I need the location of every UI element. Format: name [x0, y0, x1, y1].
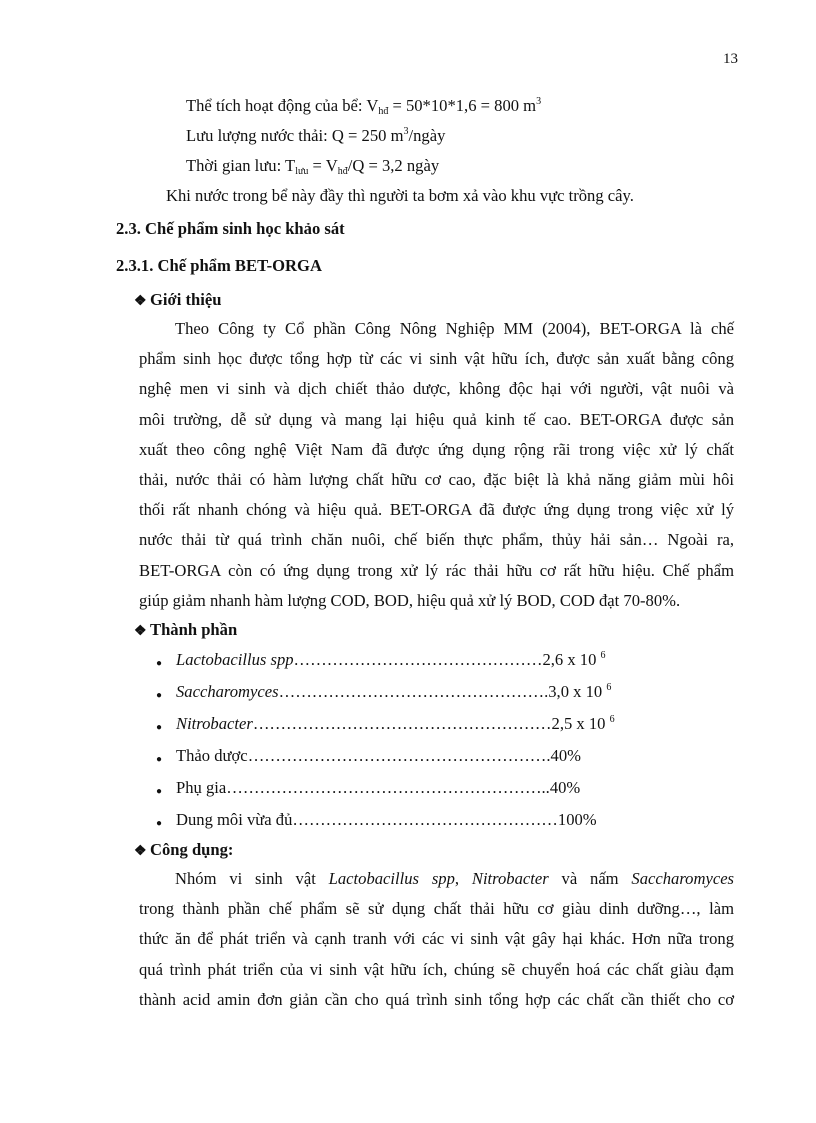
- bullet-icon: ●: [156, 786, 163, 797]
- volume-subscript: hđ: [378, 106, 389, 117]
- flow-unit: /ngày: [408, 126, 446, 145]
- heading-2-3: 2.3. Chế phẩm sinh học khảo sát: [116, 219, 345, 238]
- subheading-intro-label: Giới thiệu: [150, 290, 222, 309]
- usage-line: thức ăn để phát triển và cạnh tranh với các vi sinh vật gây hại khác. Hơn nữa trong: [139, 929, 734, 949]
- subheading-usage-label: Công dụng:: [150, 840, 234, 859]
- list-item: [176, 714, 615, 734]
- retention-mid: = V: [308, 156, 338, 175]
- subheading-composition-label: Thành phần: [150, 620, 238, 639]
- component-exponent: 6: [609, 714, 615, 725]
- bullet-icon: ●: [156, 818, 163, 829]
- component-name: Dung môi vừa đủ: [176, 810, 293, 829]
- component-value: 2,5 x 10: [551, 714, 610, 733]
- intro-line: giúp giảm nhanh hàm lượng COD, BOD, hiệu quả xử lý BOD, COD đạt 70-80%.: [139, 590, 681, 610]
- component-value: 100%: [557, 810, 597, 829]
- dot-leader: …………………………………………: [292, 810, 558, 829]
- list-item: [176, 810, 597, 830]
- usage-term: Saccharomyces: [631, 869, 735, 888]
- retention-label: Thời gian lưu: T: [186, 156, 296, 175]
- diamond-icon: ❖: [134, 844, 147, 859]
- list-item: [176, 778, 580, 798]
- usage-line: quá trình phát triển của vi sinh vật hữu ích, chúng sẽ chuyển hoá các chất giàu đạm: [139, 959, 734, 979]
- dot-leader: …………………………………………………..: [226, 778, 550, 797]
- intro-line: xuất theo công nghệ Việt Nam đã được ứng dụng rộng rãi trong việc xử lý chất: [139, 439, 734, 459]
- intro-line: môi trường, dễ sử dụng và mang lại hiệu quả kinh tế cao. BET-ORGA được sản: [139, 409, 734, 429]
- usage-text: và nấm: [548, 869, 632, 888]
- bullet-icon: ●: [156, 722, 163, 733]
- bullet-icon: ●: [156, 690, 163, 701]
- subheading-usage: [134, 840, 233, 862]
- bullet-icon: ●: [156, 754, 163, 765]
- intro-line: phẩm sinh học được tổng hợp từ các vi sinh vật hữu ích, được sản xuất bằng công: [139, 349, 734, 369]
- component-value: 2,6 x 10: [542, 650, 601, 669]
- component-name: Thảo dược: [176, 746, 248, 765]
- flow-superscript: 3: [403, 126, 409, 137]
- flow-label: Lưu lượng nước thải: Q = 250 m: [186, 126, 404, 145]
- usage-text: Nhóm vi sinh vật: [175, 869, 329, 888]
- volume-formula: [186, 96, 541, 116]
- retention-value: /Q = 3,2 ngày: [347, 156, 440, 175]
- component-name: Lactobacillus spp: [176, 650, 294, 669]
- bullet-icon: ●: [156, 658, 163, 669]
- list-item: [176, 682, 611, 702]
- intro-line: thối rất nhanh chóng và hiệu quả. BET-ORGA đã được ứng dụng trong việc xử lý: [139, 500, 734, 520]
- component-value: 40%: [549, 778, 581, 797]
- intro-line: Theo Công ty Cổ phần Công Nông Nghiệp MM (2004), BET-ORGA là chế: [175, 319, 734, 338]
- retention-formula: [186, 156, 439, 176]
- volume-value: = 50*10*1,6 = 800 m: [388, 96, 537, 115]
- intro-line: thải, nước thải có hàm lượng chất hữu cơ cao, đặc biệt là khả năng giảm mùi hôi: [139, 470, 734, 490]
- usage-line: [139, 864, 734, 894]
- diamond-icon: ❖: [134, 294, 147, 309]
- component-value: 3,0 x 10: [548, 682, 607, 701]
- usage-paragraph: [139, 864, 734, 1015]
- usage-term: Nitrobacter: [471, 869, 549, 888]
- usage-term: Lactobacillus spp: [328, 869, 455, 888]
- diamond-icon: ❖: [134, 624, 147, 639]
- intro-paragraph: [139, 314, 734, 616]
- component-name: Saccharomyces: [176, 682, 279, 701]
- dot-leader: ……………………………………………….: [247, 746, 551, 765]
- usage-line: thành acid amin đơn giản cần cho quá trình sinh tổng hợp các chất cần thiết cho cơ: [139, 989, 734, 1009]
- retention-subscript-2: hđ: [337, 166, 348, 177]
- component-exponent: 6: [600, 650, 606, 661]
- component-exponent: 6: [606, 682, 612, 693]
- volume-label: Thể tích hoạt động của bể: V: [186, 96, 379, 115]
- intro-line: nước thải từ quá trình chăn nuôi, chế biến thực phẩm, thủy hải sản… Ngoài ra,: [139, 530, 734, 550]
- intro-line: nghệ men vi sinh và dịch chiết thảo dược, không độc hại với người, vật nuôi và: [139, 379, 734, 399]
- discharge-note: Khi nước trong bể này đầy thì người ta bơm xả vào khu vực trồng cây.: [166, 186, 634, 205]
- page-number: 13: [723, 51, 738, 67]
- subheading-composition: [134, 620, 237, 642]
- usage-line: trong thành phần chế phẩm sẽ sử dụng chất thải hữu cơ giàu dinh dưỡng…, làm: [139, 899, 734, 919]
- component-value: 40%: [550, 746, 581, 765]
- list-item: [176, 650, 606, 670]
- volume-superscript: 3: [536, 96, 542, 107]
- dot-leader: ………………………………………….: [278, 682, 549, 701]
- subheading-intro: [134, 290, 221, 312]
- heading-2-3-1: 2.3.1. Chế phẩm BET-ORGA: [116, 256, 322, 275]
- intro-line: BET-ORGA còn có ứng dụng trong xử lý rác thải hữu cơ rất hữu hiệu. Chế phẩm: [139, 560, 734, 580]
- usage-text: ,: [454, 869, 472, 888]
- component-name: Phụ gia: [176, 778, 227, 797]
- flow-formula: [186, 126, 445, 146]
- dot-leader: ………………………………………………: [252, 714, 552, 733]
- dot-leader: ………………………………………: [293, 650, 543, 669]
- component-name: Nitrobacter: [176, 714, 253, 733]
- retention-subscript-1: lưu: [295, 166, 309, 177]
- list-item: [176, 746, 581, 766]
